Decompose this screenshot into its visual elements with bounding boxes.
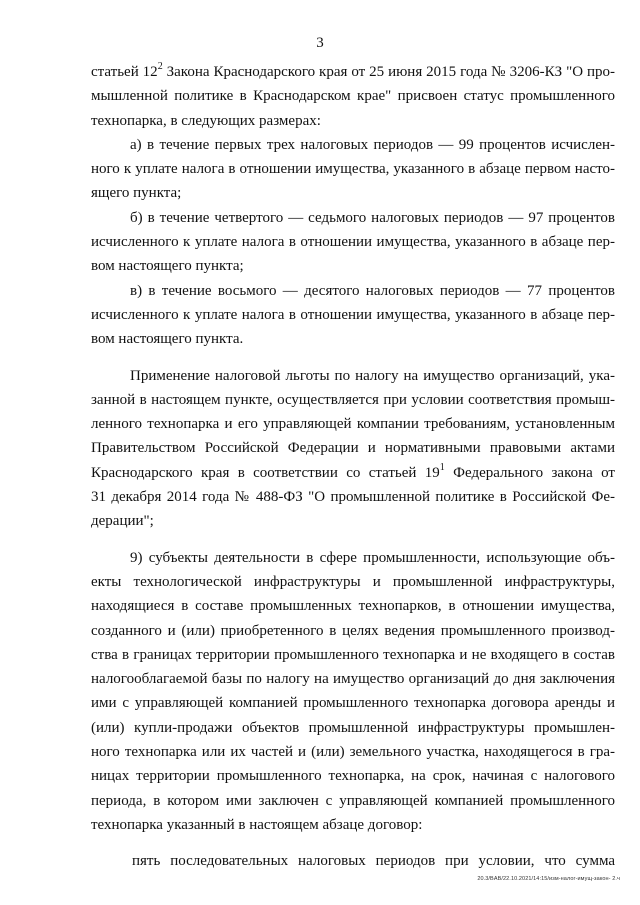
text-line: созданного и (или) приобретенного в целях ведения промышленного производ- <box>91 622 615 639</box>
paragraph-5 <box>91 364 615 534</box>
paragraph-3 <box>91 206 615 279</box>
text-line: б) в течение четвертого — седьмого налоговых периодов — 97 процентов <box>130 209 615 226</box>
superscript: 1 <box>439 461 445 473</box>
text-line: Правительством Российской Федерации и нормативными правовыми актами <box>91 440 615 457</box>
text-line: исчисленного к уплате налога в отношении имущества, указанного в абзаце пер- <box>91 234 615 251</box>
text-line: ницах территории промышленного технопарка, на срок, начиная с налогового <box>91 768 615 785</box>
paragraph-1 <box>91 60 615 133</box>
text-line: ного к уплате налога в отношении имущества, указанного в абзаце первом насто- <box>91 161 615 178</box>
text-line: екты технологической инфраструктуры и промышленной инфраструктуры, <box>91 573 615 590</box>
text-line: технопарка, в следующих размерах: <box>91 112 321 129</box>
text-line: а) в течение первых трех налоговых периодов — 99 процентов исчислен- <box>130 136 615 153</box>
text-line: исчисленного к уплате налога в отношении имущества, указанного в абзаце пер- <box>91 306 615 323</box>
text-line: дерации"; <box>91 513 154 530</box>
text-line: Краснодарского края в соответствии со статьей $19^1$ Федерального закона от <box>91 461 615 481</box>
text-line: ленного технопарка и его управляющей компании требованиям, установленным <box>91 416 615 433</box>
text-line: пять последовательных налоговых периодов при условии, что сумма <box>132 853 615 870</box>
text-line: ства в границах территории промышленного технопарка и не входящего в состав <box>91 646 615 663</box>
paragraph-7 <box>91 849 615 873</box>
page-number: 3 <box>316 35 324 51</box>
text-line: периода, в котором ими заключен с управляющей компанией промышленного <box>91 792 615 809</box>
text-line: находящиеся в составе промышленных технопарков, в отношении имущества, <box>91 598 615 615</box>
superscript: 2 <box>157 61 163 72</box>
document-body <box>91 60 615 874</box>
text-line: налогооблагаемой базы по налогу на имущество организаций до дня заключения <box>91 671 615 688</box>
text-line: ящего пункта; <box>91 185 182 202</box>
paragraph-6 <box>91 546 615 838</box>
text-line: ного технопарка или их частей и (или) земельного участка, находящегося в гра- <box>91 744 615 761</box>
text-line: 9) субъекты деятельности в сфере промышленности, использующие объ- <box>130 549 615 566</box>
text-line: 31 декабря 2014 года № 488-ФЗ "О промышленной политике в Российской Фе- <box>91 489 615 506</box>
text-line: Применение налоговой льготы по налогу на имущество организаций, ука- <box>130 367 615 384</box>
text-line: вом настоящего пункта; <box>91 258 244 275</box>
paragraph-2 <box>91 133 615 206</box>
paragraph-4 <box>91 279 615 352</box>
text-line: в) в течение восьмого — десятого налоговых периодов — 77 процентов <box>130 282 615 299</box>
text-line: технопарка указанный в настоящем абзаце договор: <box>91 816 423 833</box>
text-line: статьей $12^2$ Закона Краснодарского края от 25 июня 2015 года № 3206-КЗ "О про- <box>91 61 615 80</box>
text-line: занной в настоящем пункте, осуществляется при условии соответствия промыш- <box>91 391 615 408</box>
text-line: ими с управляющей компанией промышленного технопарка договора аренды и <box>91 695 615 712</box>
text-line: вом настоящего пункта. <box>91 331 244 348</box>
text-line: мышленной политике в Краснодарском крае" присвоен статус промышленного <box>91 88 615 105</box>
document-footer-code: 20.3/BAB/22.10.2021/14:15/изм-налог-имущ-закон- 2.ч <box>477 876 620 882</box>
text-line: (или) купли-продажи объектов промышленной инфраструктуры промышлен- <box>91 719 615 736</box>
